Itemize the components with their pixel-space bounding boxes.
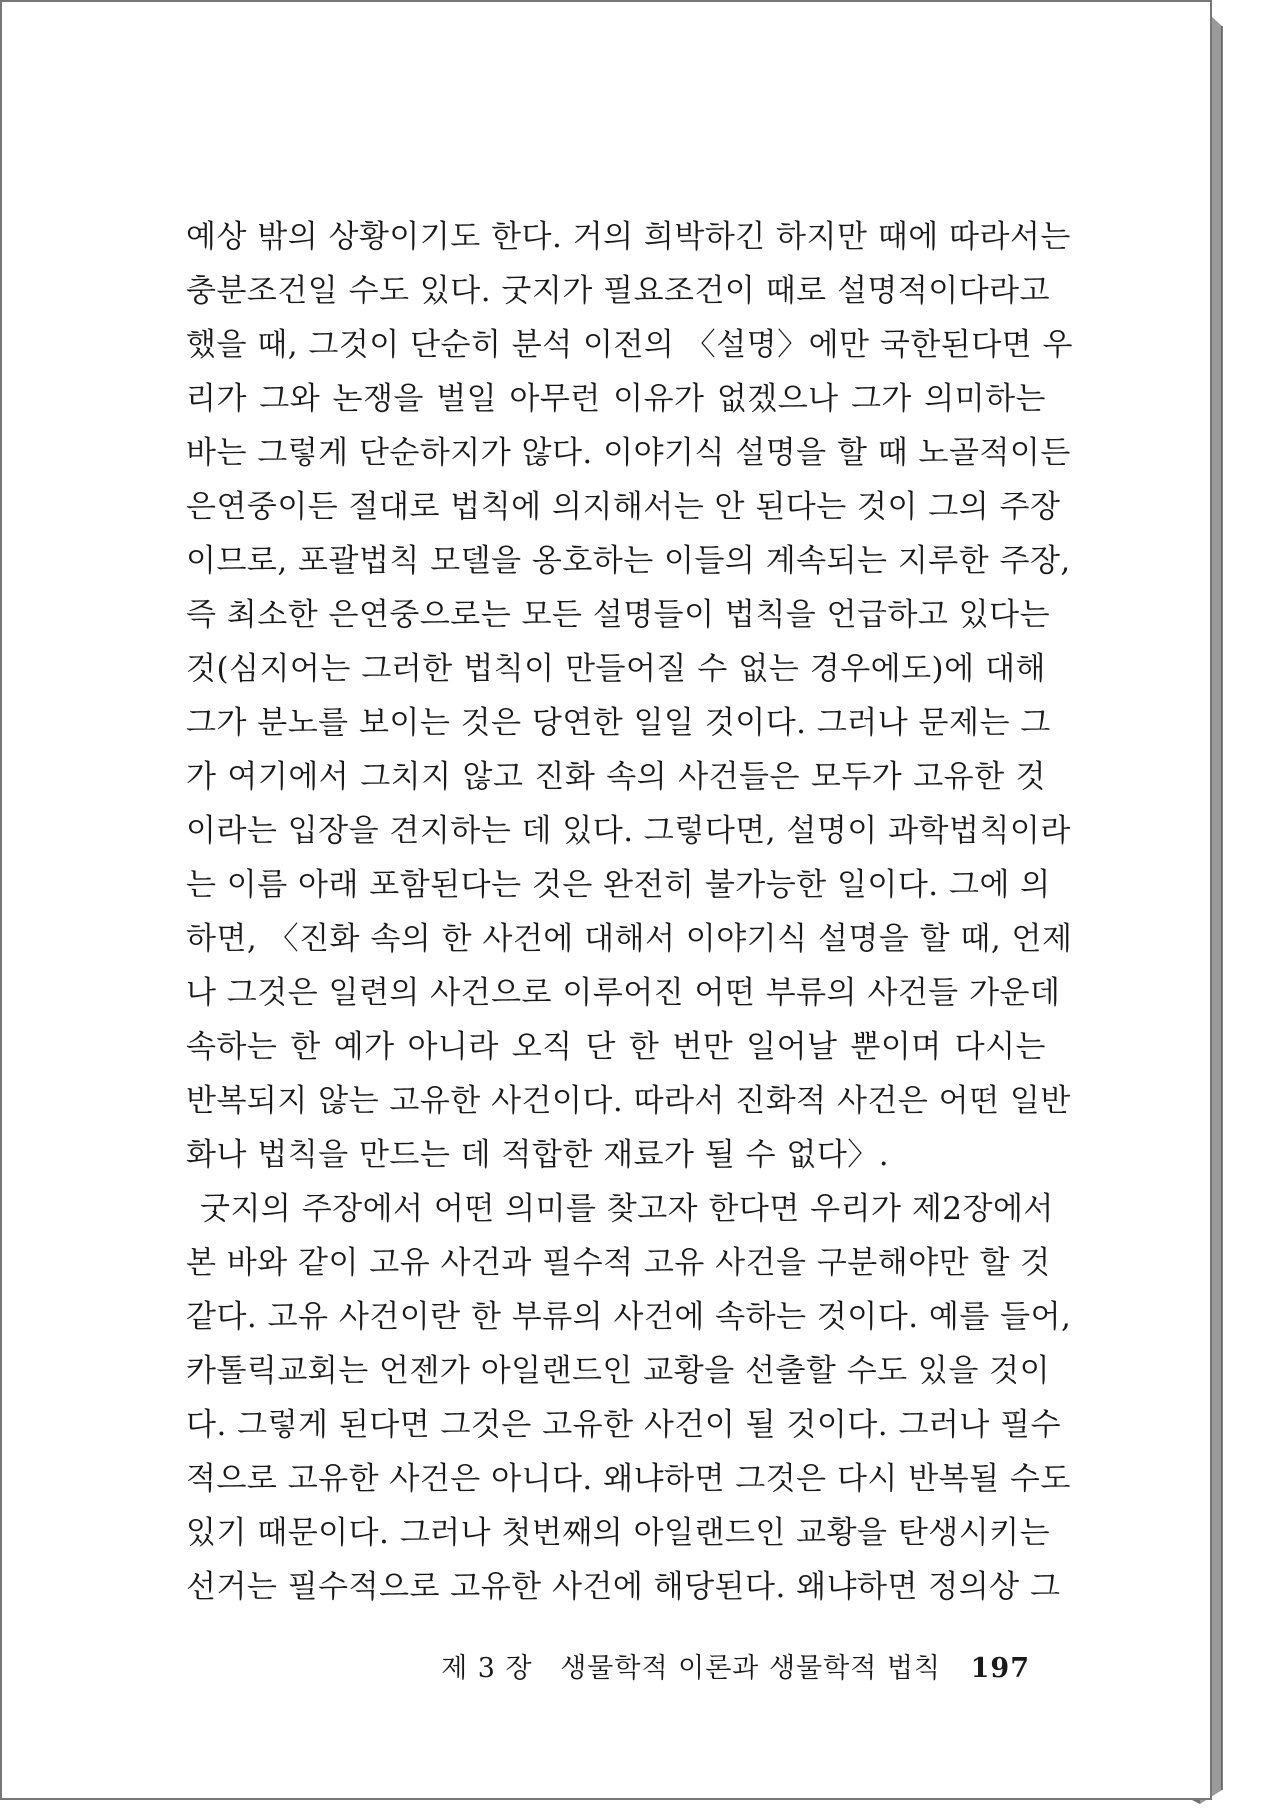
text-line: 바는 그렇게 단순하지가 않다. 이야기식 설명을 할 때 노골적이든 (186, 435, 1071, 471)
chapter-label: 제 3 장 (441, 1653, 533, 1684)
chapter-title: 생물학적 이론과 생물학적 법칙 (560, 1653, 942, 1684)
text-line: 화나 법칙을 만드는 데 적합한 재료가 될 수 없다〉. (186, 1137, 890, 1173)
text-line: 그가 분노를 보이는 것은 당연한 일일 것이다. 그러나 문제는 그 (186, 705, 1051, 741)
text-line: 같다. 고유 사건이란 한 부류의 사건에 속하는 것이다. 예를 들어, (186, 1299, 1072, 1335)
text-line: 은연중이든 절대로 법칙에 의지해서는 안 된다는 것이 그의 주장 (186, 489, 1061, 525)
text-line: 했을 때, 그것이 단순히 분석 이전의 〈설명〉에만 국한된다면 우 (186, 327, 1073, 363)
text-line: 가 여기에서 그치지 않고 진화 속의 사건들은 모두가 고유한 것 (186, 759, 1046, 795)
running-footer (441, 1646, 1030, 1685)
text-line: 이므로, 포괄법칙 모델을 옹호하는 이들의 계속되는 지루한 주장, (186, 543, 1071, 579)
text-line: 리가 그와 논쟁을 벌일 아무런 이유가 없겠으나 그가 의미하는 (186, 381, 1046, 417)
page-number: 197 (970, 1653, 1030, 1684)
text-line: 속하는 한 예가 아니라 오직 단 한 번만 일어날 뿐이며 다시는 (186, 1029, 1046, 1065)
text-line: 예상 밖의 상황이기도 한다. 거의 희박하긴 하지만 때에 따라서는 (186, 219, 1071, 255)
text-line: 선거는 필수적으로 고유한 사건에 해당된다. 왜냐하면 정의상 그 (186, 1569, 1061, 1605)
paragraph-start-line: 굿지의 주장에서 어떤 의미를 찾고자 한다면 우리가 제2장에서 (200, 1191, 1054, 1227)
body-text (186, 210, 1073, 1614)
text-line: 는 이름 아래 포함된다는 것은 완전히 불가능한 일이다. 그에 의 (186, 867, 1051, 903)
text-line: 다. 그렇게 된다면 그것은 고유한 사건이 될 것이다. 그러나 필수 (186, 1407, 1062, 1443)
text-line: 하면, 〈진화 속의 한 사건에 대해서 이야기식 설명을 할 때, 언제 (186, 921, 1073, 957)
text-line: 나 그것은 일련의 사건으로 이루어진 어떤 부류의 사건들 가운데 (186, 975, 1061, 1011)
text-line: 충분조건일 수도 있다. 굿지가 필요조건이 때로 설명적이다라고 (186, 273, 1051, 309)
text-line: 있기 때문이다. 그러나 첫번째의 아일랜드인 교황을 탄생시키는 (186, 1515, 1051, 1551)
text-line: 적으로 고유한 사건은 아니다. 왜냐하면 그것은 다시 반복될 수도 (186, 1461, 1071, 1497)
text-line: 본 바와 같이 고유 사건과 필수적 고유 사건을 구분해야만 할 것 (186, 1245, 1051, 1281)
text-line: 반복되지 않는 고유한 사건이다. 따라서 진화적 사건은 어떤 일반 (186, 1083, 1071, 1119)
text-line: 카톨릭교회는 언젠가 아일랜드인 교황을 선출할 수도 있을 것이 (186, 1353, 1051, 1389)
text-line: 이라는 입장을 견지하는 데 있다. 그렇다면, 설명이 과학법칙이라 (186, 813, 1071, 849)
text-line: 즉 최소한 은연중으로는 모든 설명들이 법칙을 언급하고 있다는 (186, 597, 1051, 633)
text-line: 것(심지어는 그러한 법칙이 만들어질 수 없는 경우에도)에 대해 (186, 651, 1046, 687)
